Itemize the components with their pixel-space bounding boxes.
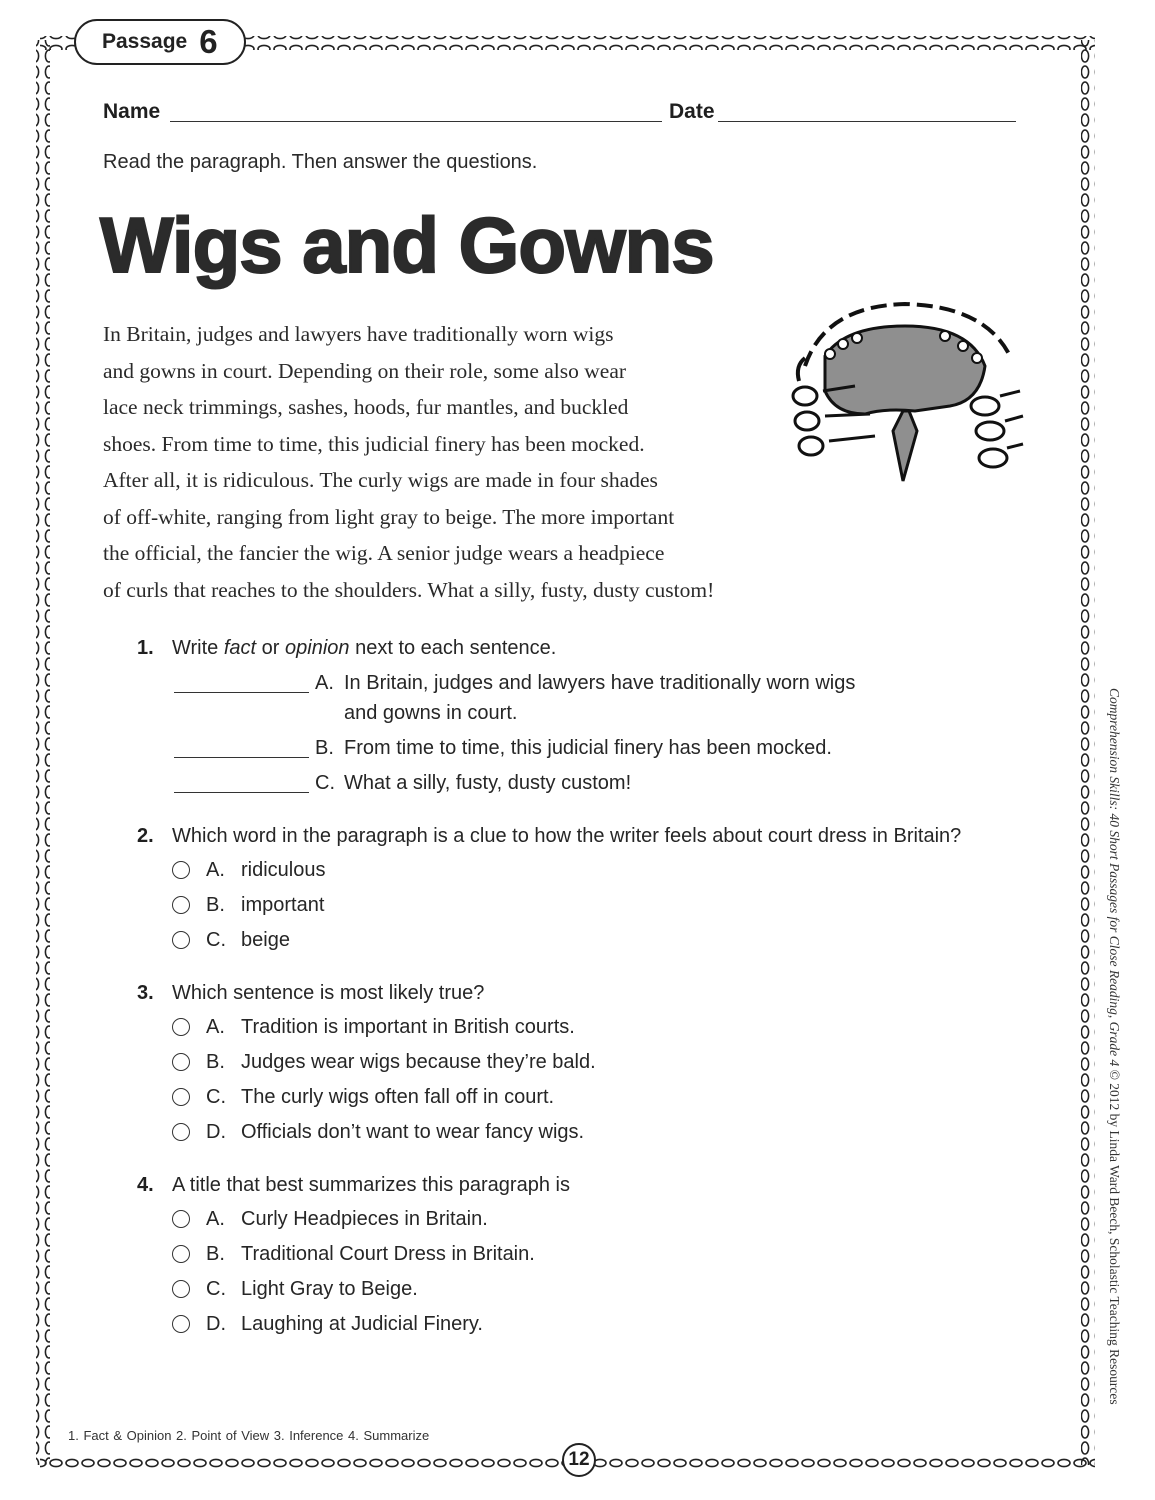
passage-number: 6: [199, 23, 218, 60]
question-4-number: 4.: [137, 1174, 154, 1196]
radio-q2-b[interactable]: [172, 896, 190, 914]
radio-q4-a[interactable]: [172, 1210, 190, 1228]
q3-option-d-text: Officials don’t want to wear fancy wigs.: [241, 1121, 585, 1143]
page-title: Wigs and Gowns: [100, 201, 714, 289]
passage-line: After all, it is ridiculous. The curly wigs are made in four shades: [103, 468, 658, 492]
copyright-credit: [1106, 688, 1122, 1405]
date-field-line[interactable]: [718, 121, 1016, 122]
footer-skills-list: 1. Fact & Opinion 2. Point of View 3. Inference 4. Summarize: [68, 1428, 430, 1443]
credit-rest: © 2012 by Linda Ward Beech, Scholastic Teaching Resources: [1107, 1066, 1122, 1405]
q3-option-d-letter: D.: [206, 1121, 226, 1143]
q2-option-c-text: beige: [241, 929, 290, 951]
name-field-line[interactable]: [170, 121, 662, 122]
passage-line: lace neck trimmings, sashes, hoods, fur mantles, and buckled: [103, 395, 629, 419]
q3-option-c-letter: C.: [206, 1086, 226, 1108]
prompt-text: or: [256, 637, 286, 659]
answer-blank-c[interactable]: [174, 792, 309, 793]
q4-option-c-text: Light Gray to Beige.: [241, 1278, 418, 1300]
q2-option-a-letter: A.: [206, 859, 225, 881]
q4-option-d-letter: D.: [206, 1313, 226, 1335]
answer-blank-b[interactable]: [174, 757, 309, 758]
date-label: Date: [669, 100, 715, 123]
q4-option-b-letter: B.: [206, 1243, 225, 1265]
prompt-text: Write: [172, 637, 224, 659]
passage-line: In Britain, judges and lawyers have traditionally worn wigs: [103, 322, 614, 346]
q4-option-a-text: Curly Headpieces in Britain.: [241, 1208, 488, 1230]
q1-item-b-letter: B.: [315, 737, 334, 759]
q1-item-c-text: What a silly, fusty, dusty custom!: [344, 772, 632, 794]
name-label: Name: [103, 100, 161, 123]
passage-line: of curls that reaches to the shoulders. What a silly, fusty, dusty custom!: [103, 577, 715, 602]
passage-line: and gowns in court. Depending on their role, some also wear: [103, 358, 627, 383]
question-2-number: 2.: [137, 825, 154, 847]
prompt-text: next to each sentence.: [349, 637, 557, 659]
q2-option-a-text: ridiculous: [241, 859, 326, 881]
passage-paragraph: [103, 316, 823, 608]
q2-option-b-text: important: [241, 894, 325, 916]
q1-item-a-text: In Britain, judges and lawyers have traditionally worn wigs: [344, 672, 856, 694]
q2-option-b-letter: B.: [206, 894, 225, 916]
passage-line: of off-white, ranging from light gray to beige. The more important: [103, 504, 675, 529]
q3-option-a-letter: A.: [206, 1016, 225, 1038]
q2-option-c-letter: C.: [206, 929, 226, 951]
q3-option-b-letter: B.: [206, 1051, 225, 1073]
q3-option-a-text: Tradition is important in British courts.: [241, 1016, 575, 1038]
page-number: 12: [562, 1443, 596, 1477]
radio-q3-c[interactable]: [172, 1088, 190, 1106]
radio-q2-a[interactable]: [172, 861, 190, 879]
q1-item-b-text: From time to time, this judicial finery has been mocked.: [344, 737, 832, 759]
radio-q4-d[interactable]: [172, 1315, 190, 1333]
credit-book-title: Comprehension Skills: 40 Short Passages for Close Reading, Grade 4: [1107, 688, 1122, 1067]
prompt-opinion: opinion: [285, 637, 350, 659]
question-3-number: 3.: [137, 982, 154, 1004]
q1-item-c-letter: C.: [315, 772, 335, 794]
q1-item-a-text-cont: and gowns in court.: [344, 702, 518, 724]
radio-q3-d[interactable]: [172, 1123, 190, 1141]
radio-q3-a[interactable]: [172, 1018, 190, 1036]
radio-q3-b[interactable]: [172, 1053, 190, 1071]
question-1-prompt: [172, 637, 556, 660]
question-3-prompt: Which sentence is most likely true?: [172, 982, 485, 1004]
prompt-fact: fact: [223, 637, 257, 659]
q4-option-d-text: Laughing at Judicial Finery.: [241, 1313, 483, 1335]
passage-line: the official, the fancier the wig. A senior judge wears a headpiece: [103, 541, 665, 565]
question-4-prompt: A title that best summarizes this paragraph is: [172, 1174, 570, 1196]
q4-option-c-letter: C.: [206, 1278, 226, 1300]
radio-q2-c[interactable]: [172, 931, 190, 949]
instructions: Read the paragraph. Then answer the questions.: [103, 151, 538, 173]
judge-wig-illustration: [785, 296, 1025, 496]
passage-tab: [74, 19, 246, 65]
answer-blank-a[interactable]: [174, 692, 309, 693]
q3-option-b-text: Judges wear wigs because they’re bald.: [241, 1051, 596, 1073]
q1-item-a-letter: A.: [315, 672, 334, 694]
radio-q4-b[interactable]: [172, 1245, 190, 1263]
q3-option-c-text: The curly wigs often fall off in court.: [241, 1086, 555, 1108]
question-2-prompt: Which word in the paragraph is a clue to how the writer feels about court dress in Britain?: [172, 825, 962, 847]
passage-line: shoes. From time to time, this judicial finery has been mocked.: [103, 431, 645, 456]
radio-q4-c[interactable]: [172, 1280, 190, 1298]
question-1-number: 1.: [137, 637, 154, 659]
q4-option-a-letter: A.: [206, 1208, 225, 1230]
q4-option-b-text: Traditional Court Dress in Britain.: [241, 1243, 535, 1265]
passage-label: Passage: [102, 30, 188, 53]
